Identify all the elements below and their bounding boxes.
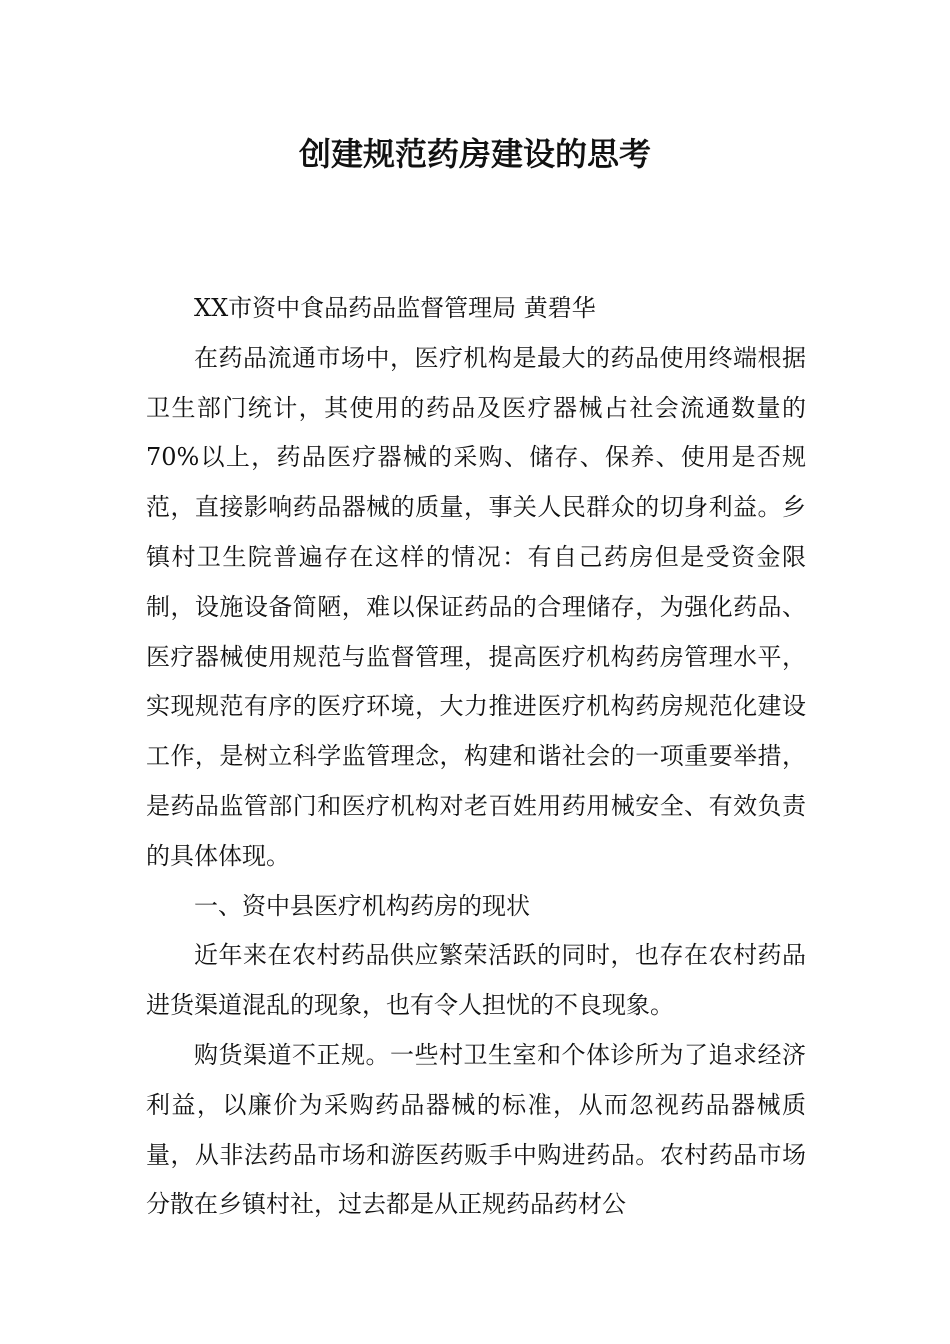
document-body (146, 284, 806, 1230)
paragraph-intro: 在药品流通市场中，医疗机构是最大的药品使用终端根据卫生部门统计，其使用的药品及医疗器械占社会流通数量的70%以上，药品医疗器械的采购、储存、保养、使用是否规范，直接影响药品器械的质量，事关人民群众的切身利益。乡镇村卫生院普遍存在这样的情况：有自己药房但是受资金限制，设施设备简陋，难以保证药品的合理储存，为强化药品、医疗器械使用规范与监督管理，提高医疗机构药房管理水平，实现规范有序的医疗环境，大力推进医疗机构药房规范化建设工作，是树立科学监管理念，构建和谐社会的一项重要举措，是药品监管部门和医疗机构对老百姓用药用械安全、有效负责的具体体现。 (146, 343, 806, 870)
document-title: 创建规范药房建设的思考 (298, 135, 651, 173)
paragraph-section-1-intro: 近年来在农村药品供应繁荣活跃的同时，也存在农村药品进货渠道混乱的现象，也有令人担忧的不良现象。 (146, 941, 806, 1020)
section-heading-1: 一、资中县医疗机构药房的现状 (194, 891, 530, 920)
author-line: XX市资中食品药品监督管理局 黄碧华 (194, 294, 596, 322)
paragraph-purchase-channels: 购货渠道不正规。一些村卫生室和个体诊所为了追求经济利益，以廉价为采购药品器械的标准，从而忽视药品器械质量，从非法药品市场和游医药贩手中购进药品。农村药品市场分散在乡镇村社，过去都是从正规药品药材公 (146, 1040, 806, 1219)
